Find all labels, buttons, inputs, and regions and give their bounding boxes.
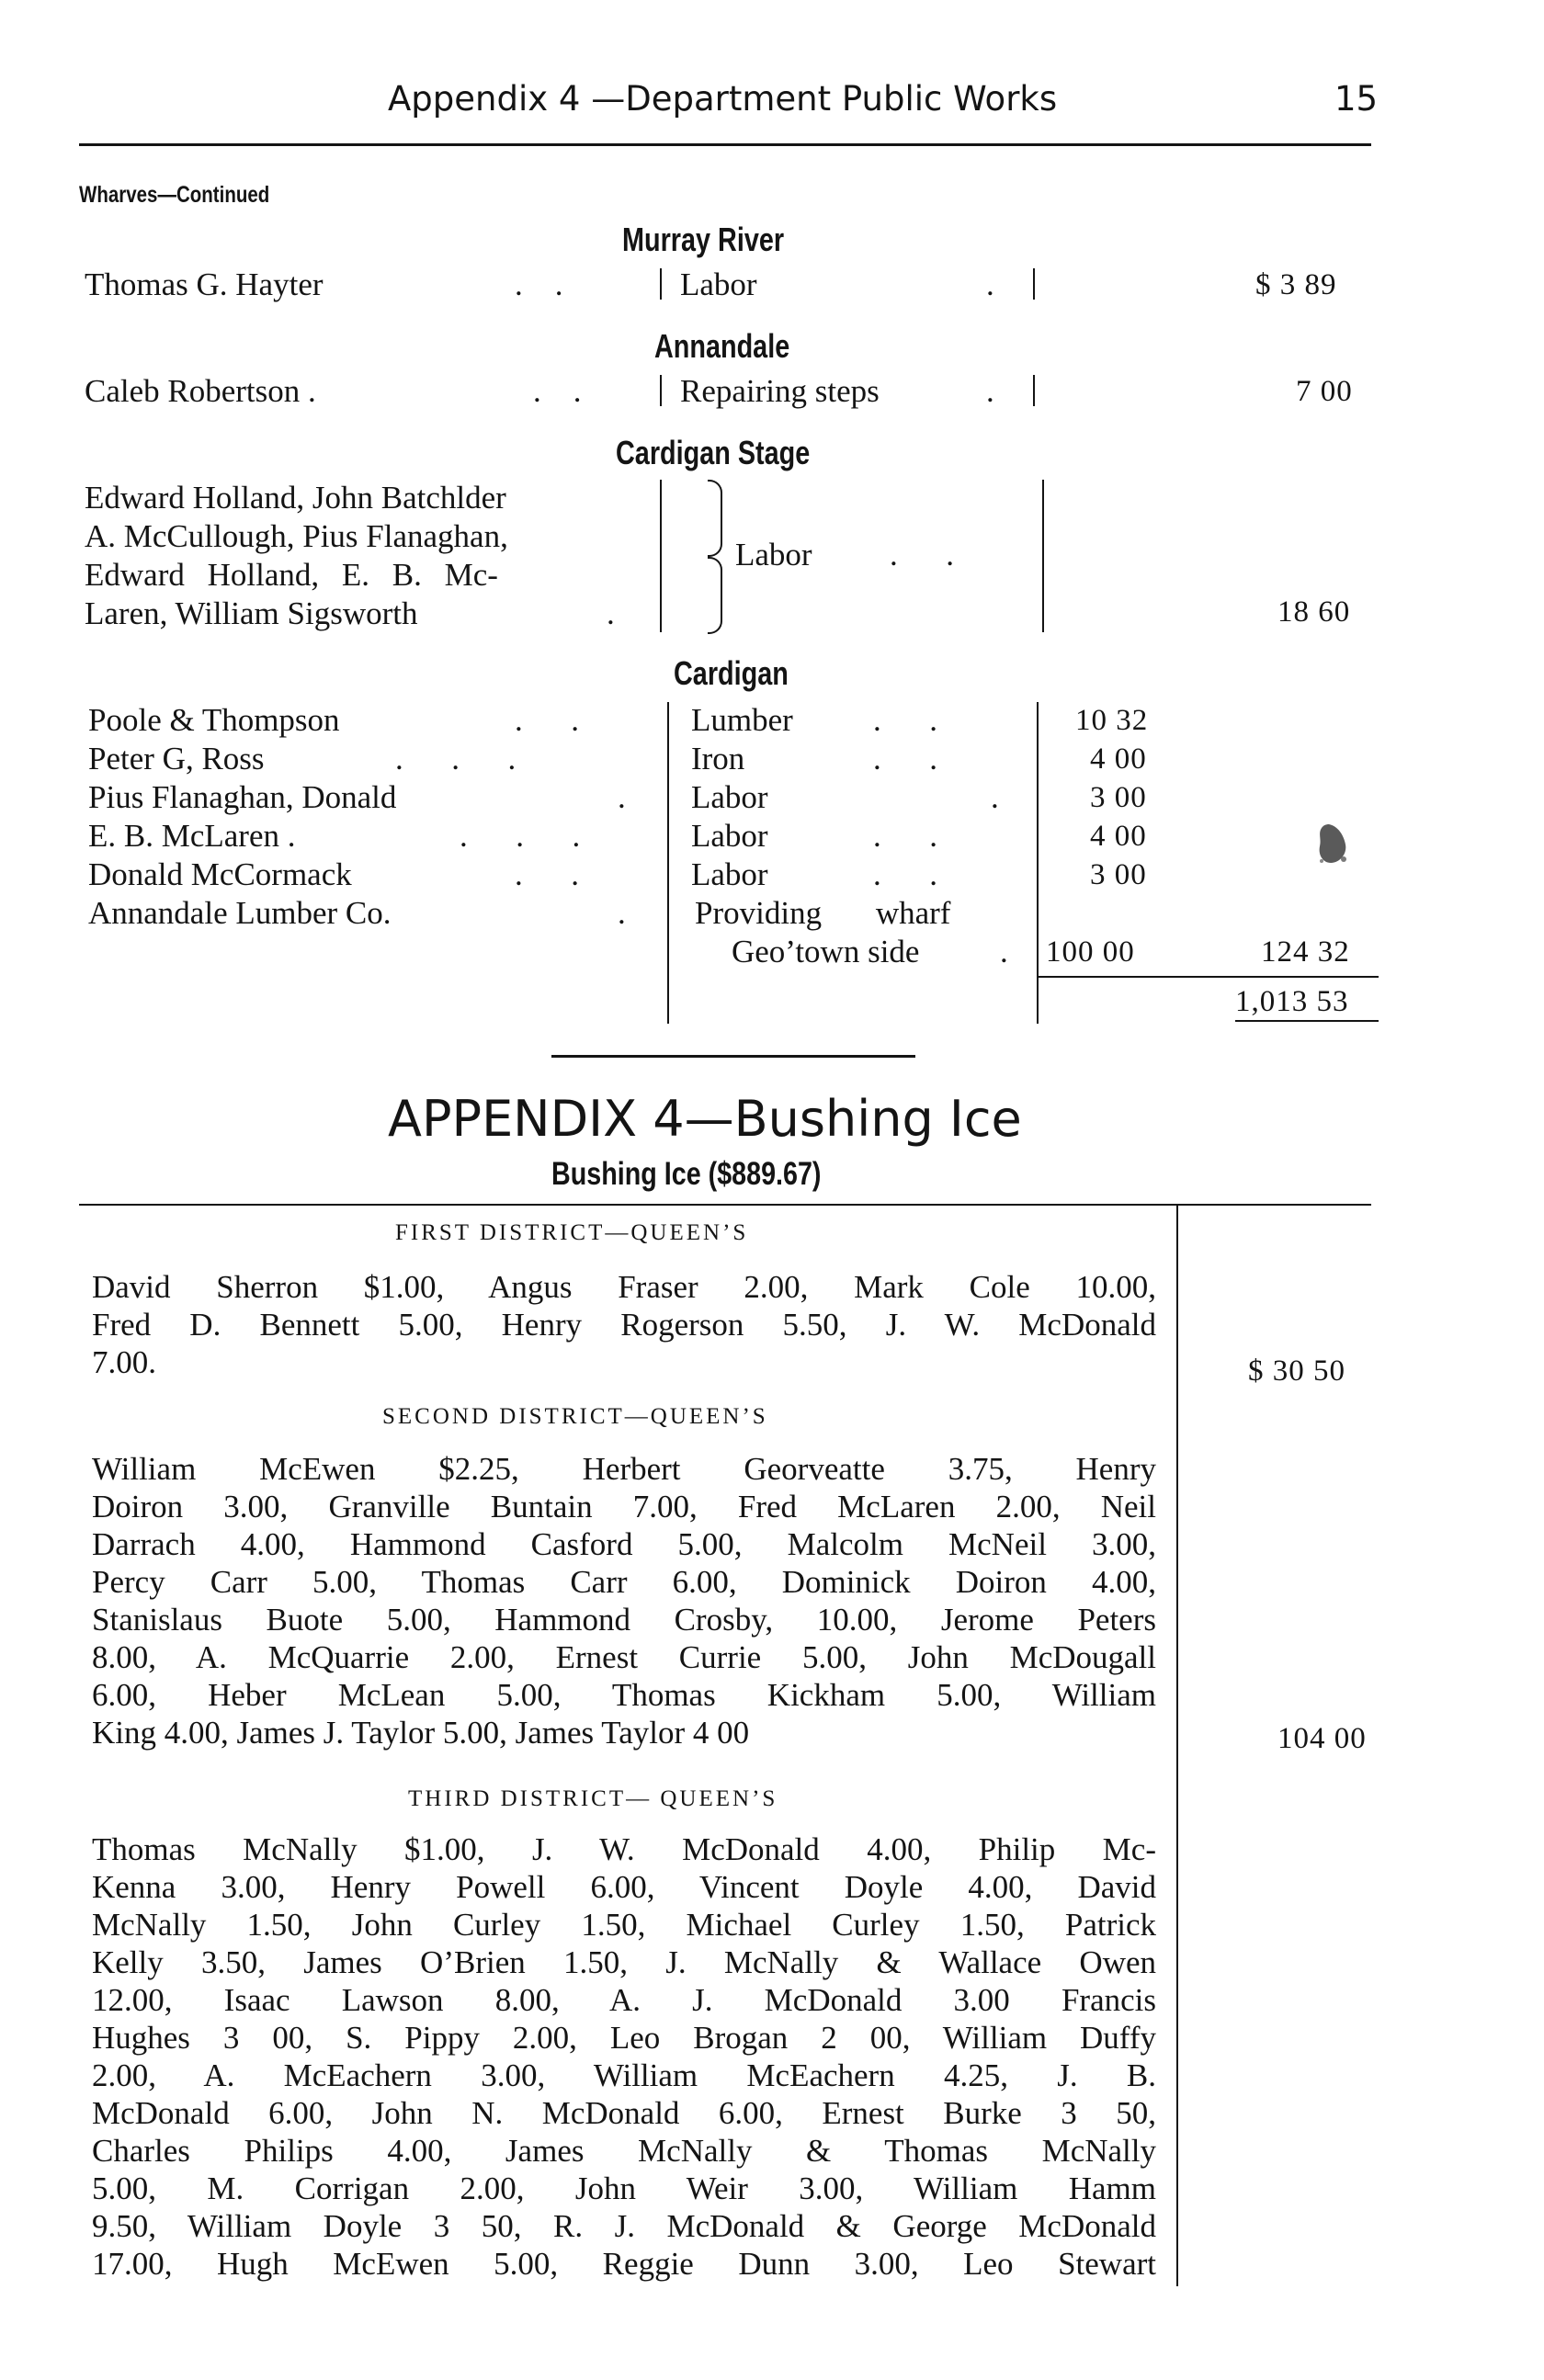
payee-names-line: A. McCullough, Pius Flanaghan,	[85, 518, 508, 554]
leader-dots: . .	[533, 373, 582, 409]
paragraph-line: 6.00, Heber McLean 5.00, Thomas Kickham 5.00, William	[92, 1677, 1156, 1713]
district-paragraph	[92, 1268, 1156, 1381]
table-row-item: Labor	[691, 818, 768, 854]
paragraph-line: McNally 1.50, John Curley 1.50, Michael Curley 1.50, Patrick	[92, 1907, 1156, 1943]
paragraph-line: 8.00, A. McQuarrie 2.00, Ernest Currie 5.00, John McDougall	[92, 1639, 1156, 1675]
leader-dots: .	[1000, 934, 1008, 969]
paragraph-line: 17.00, Hugh McEwen 5.00, Reggie Dunn 3.00, Leo Stewart	[92, 2246, 1156, 2282]
table-row-amount: 4 00	[1090, 820, 1147, 853]
leader-dots: . .	[890, 537, 954, 572]
entry-total: $ 3 89	[1255, 268, 1337, 301]
heading-annandale: Annandale	[654, 327, 790, 365]
column-rule	[1033, 268, 1035, 300]
section-continued-label: Wharves—Continued	[79, 182, 270, 208]
paragraph-line: Charles Philips 4.00, James McNally & Thomas McNally	[92, 2133, 1156, 2169]
subtotal: 124 32	[1261, 935, 1350, 969]
leader-dots: . .	[873, 856, 937, 892]
leader-dots: .	[618, 779, 626, 815]
grand-total: 1,013 53	[1235, 985, 1349, 1018]
section-divider	[551, 1055, 915, 1058]
paragraph-line: 2.00, A. McEachern 3.00, William McEachern 4.25, J. B.	[92, 2057, 1156, 2093]
table-row-item: Labor	[691, 779, 768, 815]
district-paragraph	[92, 1830, 1156, 2283]
table-row-item: Lumber	[691, 702, 793, 738]
leader-dots: . . .	[460, 818, 581, 854]
heading-cardigan: Cardigan	[674, 654, 789, 692]
table-row-name: Peter G, Ross	[88, 741, 265, 776]
entry-total: 7 00	[1296, 375, 1353, 408]
district-total: $ 30 50	[1248, 1354, 1345, 1388]
heading-cardigan-stage: Cardigan Stage	[616, 434, 811, 471]
item-description: Repairing steps	[680, 373, 880, 409]
leader-dots: .	[618, 895, 626, 931]
brace	[708, 557, 722, 634]
table-row-name: Donald McCormack	[88, 856, 352, 892]
leader-dots: .	[607, 595, 615, 631]
column-rule	[667, 702, 669, 1024]
paragraph-line: McDonald 6.00, John N. McDonald 6.00, Ernest Burke 3 50,	[92, 2095, 1156, 2131]
leader-dots: . .	[873, 741, 937, 776]
paragraph-line: Hughes 3 00, S. Pippy 2.00, Leo Brogan 2 00, William Duffy	[92, 2020, 1156, 2056]
item-description: Labor	[735, 537, 812, 572]
item-description: Labor	[680, 266, 757, 302]
table-row-amount: 100 00	[1046, 935, 1135, 969]
paragraph-line: Kelly 3.50, James O’Brien 1.50, J. McNally & Wallace Owen	[92, 1944, 1156, 1980]
paragraph-line: Darrach 4.00, Hammond Casford 5.00, Malcolm McNeil 3.00,	[92, 1526, 1156, 1562]
table-row-item: Providing wharf	[695, 895, 951, 931]
appendix-subtitle: Bushing Ice ($889.67)	[551, 1156, 822, 1192]
payee-name: Thomas G. Hayter	[85, 266, 324, 302]
district-total: 104 00	[1277, 1722, 1367, 1755]
table-row-name: Pius Flanaghan, Donald	[88, 779, 397, 815]
paragraph-line: 7.00.	[92, 1344, 156, 1380]
column-rule	[1033, 375, 1035, 406]
leader-dots: .	[986, 373, 994, 409]
table-row-item: Labor	[691, 856, 768, 892]
payee-names-line: Edward Holland, E. B. Mc-	[85, 557, 498, 593]
paragraph-line: Thomas McNally $1.00, J. W. McDonald 4.00, Philip Mc-	[92, 1831, 1156, 1867]
table-row-name: E. B. McLaren .	[88, 818, 296, 854]
table-row-amount: 10 32	[1075, 704, 1149, 737]
grand-total-underline	[1235, 1020, 1379, 1022]
leader-dots: .	[991, 779, 999, 815]
column-rule	[660, 480, 662, 632]
paragraph-line: King 4.00, James J. Taylor 5.00, James Taylor 4 00	[92, 1715, 750, 1751]
header-rule	[79, 143, 1371, 146]
brace	[708, 480, 722, 557]
amount-column-rule	[1176, 1206, 1178, 2286]
leader-dots: . .	[873, 818, 937, 854]
paragraph-line: David Sherron $1.00, Angus Fraser 2.00, Mark Cole 10.00,	[92, 1269, 1156, 1305]
paragraph-line: 9.50, William Doyle 3 50, R. J. McDonald & George McDonald	[92, 2208, 1156, 2244]
entry-total: 18 60	[1277, 595, 1351, 629]
paragraph-line: 12.00, Isaac Lawson 8.00, A. J. McDonald 3.00 Francis	[92, 1982, 1156, 2018]
leader-dots: . .	[873, 702, 937, 738]
paragraph-line: Stanislaus Buote 5.00, Hammond Crosby, 10.00, Jerome Peters	[92, 1602, 1156, 1638]
table-row-amount: 3 00	[1090, 858, 1147, 891]
table-row-name: Poole & Thompson	[88, 702, 340, 738]
payee-names-line: Edward Holland, John Batchlder	[85, 480, 506, 516]
total-rule	[1037, 976, 1379, 978]
payee-names-line: Laren, William Sigsworth	[85, 595, 418, 631]
column-rule	[1042, 480, 1044, 632]
heading-murray-river: Murray River	[622, 221, 785, 258]
table-row-item: Iron	[691, 741, 745, 776]
appendix-title: APPENDIX 4—Bushing Ice	[388, 1090, 1022, 1148]
table-row-amount: 4 00	[1090, 742, 1147, 776]
paragraph-line: Fred D. Bennett 5.00, Henry Rogerson 5.50, J. W. McDonald	[92, 1307, 1156, 1343]
leader-dots: . .	[515, 856, 579, 892]
column-rule	[660, 268, 662, 300]
paragraph-line: Doiron 3.00, Granville Buntain 7.00, Fred McLaren 2.00, Neil	[92, 1489, 1156, 1524]
table-row-item-continued: Geo’town side	[732, 934, 920, 969]
district-heading: THIRD DISTRICT— QUEEN’S	[408, 1786, 778, 1811]
table-row-name: Annandale Lumber Co.	[88, 895, 392, 931]
payee-name: Caleb Robertson .	[85, 373, 316, 409]
column-rule	[660, 375, 662, 406]
running-header-title: Appendix 4 —Department Public Works	[388, 79, 1058, 119]
paragraph-line: Percy Carr 5.00, Thomas Carr 6.00, Dominick Doiron 4.00,	[92, 1564, 1156, 1600]
district-heading: FIRST DISTRICT—QUEEN’S	[395, 1220, 749, 1245]
page-number: 15	[1334, 79, 1379, 119]
leader-dots: . . .	[395, 741, 517, 776]
district-paragraph	[92, 1450, 1156, 1751]
ink-blot-icon	[1312, 822, 1349, 867]
paragraph-line: William McEwen $2.25, Herbert Georveatte 3.75, Henry	[92, 1451, 1156, 1487]
leader-dots: . .	[515, 266, 563, 302]
leader-dots: . .	[515, 702, 579, 738]
district-heading: SECOND DISTRICT—QUEEN’S	[382, 1404, 768, 1429]
table-row-amount: 3 00	[1090, 781, 1147, 814]
paragraph-line: Kenna 3.00, Henry Powell 6.00, Vincent Doyle 4.00, David	[92, 1869, 1156, 1905]
paragraph-line: 5.00, M. Corrigan 2.00, John Weir 3.00, William Hamm	[92, 2170, 1156, 2206]
leader-dots: .	[986, 266, 994, 302]
